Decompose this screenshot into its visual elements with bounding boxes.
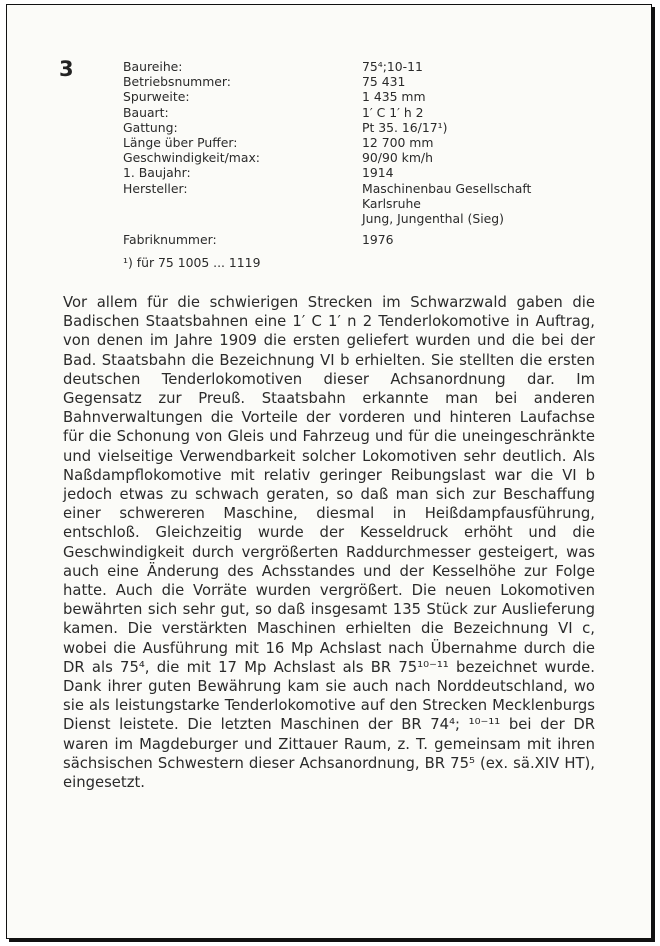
spec-label: Hersteller: xyxy=(123,180,188,196)
spec-label: 1. Baujahr: xyxy=(123,165,191,181)
spec-value: 1′ C 1′ h 2 xyxy=(362,104,424,120)
spec-label: Betriebsnummer: xyxy=(123,74,231,90)
spec-value: 1 435 mm xyxy=(362,89,426,105)
spec-value: 90/90 km/h xyxy=(362,150,433,166)
document-page xyxy=(6,4,652,939)
spec-label: Gattung: xyxy=(123,119,178,135)
manufacturer-line: Jung, Jungenthal (Sieg) xyxy=(362,210,504,226)
spec-value: 12 700 mm xyxy=(362,134,434,150)
spec-value: Pt 35. 16/17¹) xyxy=(362,119,448,135)
spec-value: 75 431 xyxy=(362,74,406,90)
spec-value-manufacturer xyxy=(362,181,531,227)
spec-label: Spurweite: xyxy=(123,89,190,105)
entry-number: 3 xyxy=(59,57,74,81)
spec-label: Bauart: xyxy=(123,104,169,120)
spec-value: 1976 xyxy=(362,232,394,248)
manufacturer-line: Karlsruhe xyxy=(362,195,421,211)
spec-label: Länge über Puffer: xyxy=(123,134,238,150)
spec-label: Geschwindigkeit/max: xyxy=(123,150,260,166)
footnote: ¹) für 75 1005 ... 1119 xyxy=(123,255,261,270)
spec-label: Fabriknummer: xyxy=(123,232,217,248)
spec-value: 75⁴;10-11 xyxy=(362,59,423,74)
spec-value: 1914 xyxy=(362,165,394,181)
spec-label: Baureihe: xyxy=(123,59,183,74)
body-paragraph: Vor allem für die schwierigen Strecken im Schwarzwald gaben die Badischen Staatsbahnen eine 1′ C 1′ n 2 Tenderlokomotive in Auftrag, von denen im Jahre 1909 die ersten geliefert wurden und die bei der Bad. Staatsbahn die Bezeichnung VI b erhielten. Sie stellten die ersten deutschen Tenderlokomotiven dieser Achsanordnung dar. Im Gegensatz zur Preuß. Staatsbahn erkannte man bei anderen Bahnverwaltungen die Vorteile der vorderen und hinteren Laufachse für die Schonung von Gleis und Fahrzeug und für die uneingeschränkte und vielseitige Verwendbarkeit solcher Lokomotiven sehr deutlich. Als Naßdampflokomotive mit relativ geringer Reibungslast war die VI b jedoch etwas zu schwach geraten, so daß man sich zur Beschaffung einer schwereren Maschine, diesmal in Heißdampfausführung, entschloß. Gleichzeitig wurde der Kesseldruck erhöht und die Geschwindigkeit durch vergrößerten Raddurchmesser gesteigert, was auch eine Änderung des Achsstandes und der Kesselhöhe zur Folge hatte. Auch die Vorräte wurden vergrößert. Die neuen Lokomotiven bewährten sich sehr gut, so daß insgesamt 135 Stück zur Auslieferung kamen. Die verstärkten Maschinen erhielten die Bezeichnung VI c, wobei die Ausführung mit 16 Mp Achslast nach Übernahme durch die DR als 75⁴, die mit 17 Mp Achslast als BR 75¹⁰⁻¹¹ bezeichnet wurde. Dank ihrer guten Bewährung kam sie auch nach Norddeutschland, wo sie als leistungstarke Tenderlokomotive auf den Strecken Mecklenburgs Dienst leistete. Die letzten Maschinen der BR 74⁴; ¹⁰⁻¹¹ bei der DR waren im Magdeburger und Zittauer Raum, z. T. gemeinsam mit ihren sächsischen Schwestern dieser Achsanordnung, BR 75⁵ (ex. sä.XIV HT), eingesetzt. xyxy=(63,294,595,792)
manufacturer-line: Maschinenbau Gesellschaft xyxy=(362,180,532,196)
